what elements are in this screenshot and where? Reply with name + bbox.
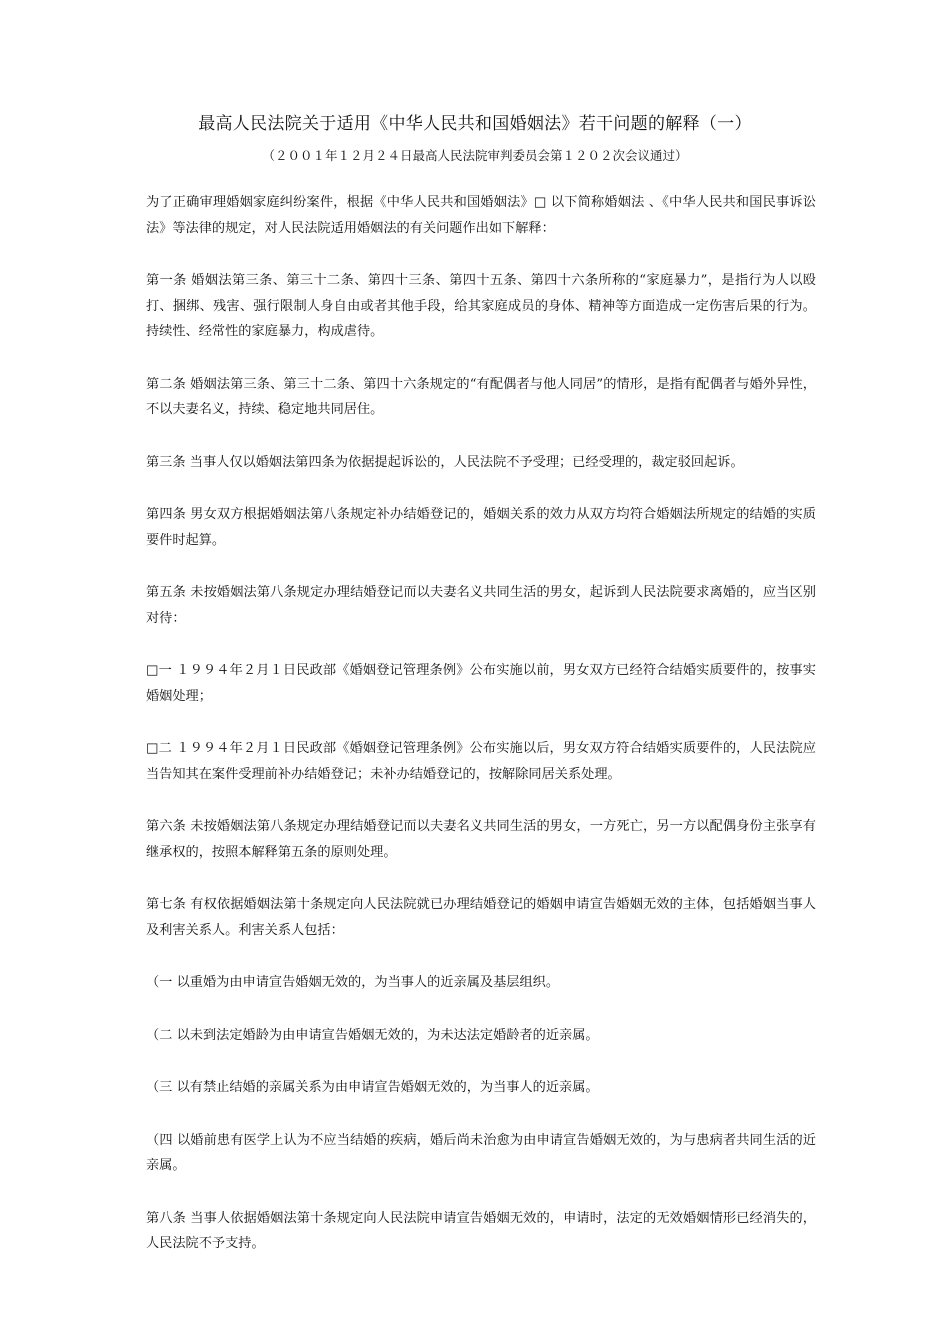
article-4-paragraph: 第四条 男女双方根据婚姻法第八条规定补办结婚登记的，婚姻关系的效力从双方均符合婚姻法所规定的结婚的实质要件时起算。 <box>146 507 816 548</box>
article-5-paragraph: 第五条 未按婚姻法第八条规定办理结婚登记而以夫妻名义共同生活的男女，起诉到人民法院要求离婚的，应当区别对待： <box>146 585 816 626</box>
article-5-item-1-paragraph: □一 １９９４年２月１日民政部《婚姻登记管理条例》公布实施以前，男女双方已经符合结婚实质要件的，按事实婚姻处理； <box>146 663 816 704</box>
article-3-paragraph: 第三条 当事人仅以婚姻法第四条为依据提起诉讼的，人民法院不予受理；已经受理的，裁定驳回起诉。 <box>146 454 744 470</box>
article-2-paragraph: 第二条 婚姻法第三条、第三十二条、第四十六条规定的“有配偶者与他人同居”的情形，是指有配偶者与婚外异性，不以夫妻名义，持续、稳定地共同居住。 <box>146 376 816 417</box>
article-5-item-2-paragraph: □二 １９９４年２月１日民政部《婚姻登记管理条例》公布实施以后，男女双方符合结婚实质要件的，人民法院应当告知其在案件受理前补办结婚登记；未补办结婚登记的，按解除同居关系处理。 <box>146 741 816 782</box>
article-7-item-3-paragraph: （三 以有禁止结婚的亲属关系为由申请宣告婚姻无效的，为当事人的近亲属。 <box>146 1080 599 1095</box>
article-7-item-1-paragraph: （一 以重婚为由申请宣告婚姻无效的，为当事人的近亲属及基层组织。 <box>146 975 560 990</box>
article-6-paragraph: 第六条 未按婚姻法第八条规定办理结婚登记而以夫妻名义共同生活的男女，一方死亡，另一方以配偶身份主张享有继承权的，按照本解释第五条的原则处理。 <box>146 819 816 860</box>
article-1-paragraph: 第一条 婚姻法第三条、第三十二条、第四十三条、第四十五条、第四十六条所称的“家庭暴力”，是指行为人以殴打、捆绑、残害、强行限制人身自由或者其他手段，给其家庭成员的身体、精神等方面造成一定伤害后果的行为。持续性、经常性的家庭暴力，构成虐待。 <box>146 273 816 339</box>
article-7-item-2-paragraph: （二 以未到法定婚龄为由申请宣告婚姻无效的，为未达法定婚龄者的近亲属。 <box>146 1027 599 1043</box>
article-7-item-4-paragraph: （四 以婚前患有医学上认为不应当结婚的疾病，婚后尚未治愈为由申请宣告婚姻无效的，为与患病者共同生活的近亲属。 <box>146 1132 816 1173</box>
document-subtitle: （２００１年１２月２４日最高人民法院审判委员会第１２０２次会议通过） <box>262 148 688 163</box>
article-8-paragraph: 第八条 当事人依据婚姻法第十条规定向人民法院申请宣告婚姻无效的，申请时，法定的无效婚姻情形已经消失的，人民法院不予支持。 <box>146 1210 816 1251</box>
preamble-paragraph: 为了正确审理婚姻家庭纠纷案件，根据《中华人民共和国婚姻法》□ 以下简称婚姻法 、《中华人民共和国民事诉讼法》等法律的规定，对人民法院适用婚姻法的有关问题作出如下解释： <box>146 195 816 236</box>
document-body <box>146 190 816 1284</box>
document-title: 最高人民法院关于适用《中华人民共和国婚姻法》若干问题的解释（一） <box>198 114 752 134</box>
article-7-paragraph: 第七条 有权依据婚姻法第十条规定向人民法院就已办理结婚登记的婚姻申请宣告婚姻无效的主体，包括婚姻当事人及利害关系人。利害关系人包括： <box>146 897 816 938</box>
